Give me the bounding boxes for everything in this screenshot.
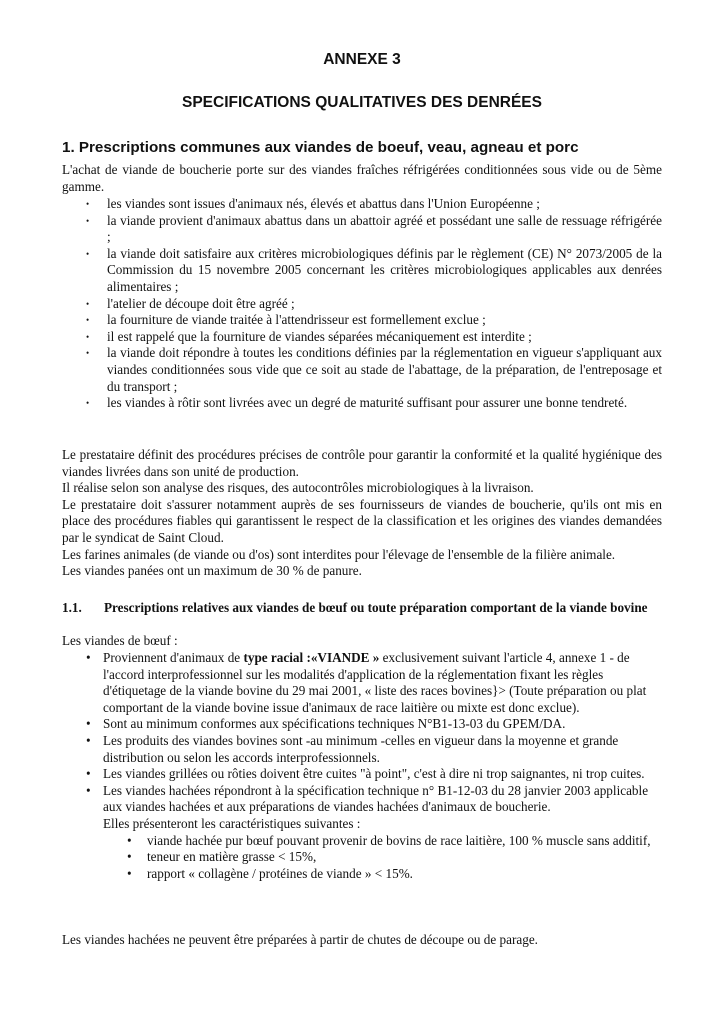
list-item: • la viande provient d'animaux abattus dans un abattoir agréé et possédant une salle de ressuage réfrigérée ; [86, 212, 662, 245]
list-item: • Proviennent d'animaux de type racial :«VIANDE » exclusivement suivant l'article 4, annexe 1 - de l'accord interprofessionnel sur les modalités d'application de la réglementation fixant les règles d'étiquetage de la viande bovine du 29 mai 2001, « liste des races bovines}> (Toute préparation ou plat comportant de la viande bovine issue d'animaux de race laitière ou mixte est donc exclue). [86, 650, 647, 715]
bullet-icon: • [86, 248, 90, 259]
bullet-icon: • [86, 199, 90, 209]
section-1-1-lead: Les viandes de bœuf : [62, 633, 178, 648]
sub-list-item: • viande hachée pur bœuf pouvant provenir de bovins de race laitière, 100 % muscle sans additif, [127, 832, 651, 848]
section-1-intro: L'achat de viande de boucherie porte sur des viandes fraîches réfrigérées conditionnées sous vide ou de 5ème gamme. [62, 162, 662, 194]
section-1-1-list [62, 650, 662, 882]
paragraph: Les viandes panées ont un maximum de 30 % de panure. [62, 563, 362, 579]
section-1-1-heading [62, 600, 662, 617]
annexe-label: ANNEXE 3 [323, 51, 401, 68]
list-item: • il est rappelé que la fourniture de viandes séparées mécaniquement est interdite ; [86, 328, 532, 344]
bullet-icon: • [127, 865, 132, 881]
section-1-heading: 1. Prescriptions communes aux viandes de boeuf, veau, agneau et porc [62, 139, 579, 156]
list-item: • la fourniture de viande traitée à l'attendrisseur est formellement exclue ; [86, 312, 486, 328]
list-item: • les viandes à rôtir sont livrées avec un degré de maturité suffisant pour assurer une bonne tendreté. [86, 395, 628, 411]
bullet-icon: • [86, 782, 91, 798]
list-item: • les viandes sont issues d'animaux nés, élevés et abattus dans l'Union Européenne ; [86, 196, 540, 211]
sub-list-item: • rapport « collagène / protéines de viande » < 15%. [127, 865, 413, 881]
closing-paragraph: Les viandes hachées ne peuvent être préparées à partir de chutes de découpe ou de parage. [62, 932, 538, 947]
section-title: Prescriptions relatives aux viandes de bœuf ou toute préparation comportant de la viande bovine [104, 600, 648, 615]
bullet-icon: • [127, 832, 132, 848]
list-item: • Sont au minimum conformes aux spécifications techniques N°B1-13-03 du GPEM/DA. [86, 716, 566, 732]
bullet-icon: • [86, 732, 91, 748]
list-item: • Les viandes hachées répondront à la spécification technique n° B1-12-03 du 28 janvier 2003 applicable aux viandes hachées et aux préparations de viandes hachées d'animaux de boucherie. Elles présenteront les caractéristiques suivantes : • viande hachée pur bœuf pouvant provenir de bovins de race laitière, 100 % muscle sans additif, • teneur en matière grasse < 15%, • rapport « collagène / protéines de viande » < 15%. [62, 783, 662, 883]
bullet-icon: • [86, 315, 90, 326]
document-title: SPECIFICATIONS QUALITATIVES DES DENRÉES [182, 94, 542, 111]
section-number: 1.1. [62, 600, 82, 615]
paragraph: Les farines animales (de viande ou d'os) sont interdites pour l'élevage de l'ensemble de la filière animale. [62, 546, 616, 562]
bullet-icon: • [86, 398, 90, 409]
paragraph: Il réalise selon son analyse des risques, des autocontrôles microbiologiques à la livraison. [62, 480, 534, 496]
sub-list [103, 833, 662, 883]
list-item: • la viande doit satisfaire aux critères microbiologiques définis par le règlement (CE) N° 2073/2005 de la Commission du 15 novembre 2005 concernant les critères microbiologiques applicables aux denrées alimentaires ; [86, 245, 662, 294]
bullet-icon: • [86, 348, 90, 359]
bullet-icon: • [86, 331, 90, 342]
list-item: • Les produits des viandes bovines sont -au minimum -celles en vigueur dans la moyenne et grande distribution ou selon les accords interprofessionnels. [86, 732, 619, 765]
bullet-icon: • [127, 849, 132, 865]
bullet-icon: • [86, 716, 91, 732]
emphasis: type racial :«VIANDE » [243, 650, 380, 665]
bullet-icon: • [86, 766, 91, 782]
bullet-icon: • [86, 215, 90, 226]
paragraph: Le prestataire définit des procédures précises de contrôle pour garantir la conformité et la qualité hygiénique des viandes livrées dans son unité de production. [62, 447, 662, 479]
bullet-icon: • [86, 298, 90, 309]
sub-list-item: • teneur en matière grasse < 15%, [127, 849, 317, 865]
paragraph: Le prestataire doit s'assurer notamment auprès de ses fournisseurs de viandes de boucherie, qu'ils ont mis en place des procédures fiables qui garantissent le respect de la classification et les origines des viandes demandées par le syndicat de Saint Cloud. [62, 496, 662, 545]
list-item: • la viande doit répondre à toutes les conditions définies par la réglementation en vigueur s'appliquant aux viandes conditionnées sous vide que ce soit au stade de l'abattage, de la préparation, de l'entreposage et du transport ; [86, 345, 662, 394]
list-item: • l'atelier de découpe doit être agréé ; [86, 295, 295, 311]
section-1-paragraphs [62, 447, 662, 580]
sub-intro: Elles présenteront les caractéristiques suivantes : [103, 815, 361, 831]
bullet-icon: • [86, 650, 91, 665]
section-1-list [62, 196, 662, 412]
list-item: • Les viandes grillées ou rôties doivent être cuites "à point", c'est à dire ni trop saignantes, ni trop cuites. [86, 766, 645, 782]
